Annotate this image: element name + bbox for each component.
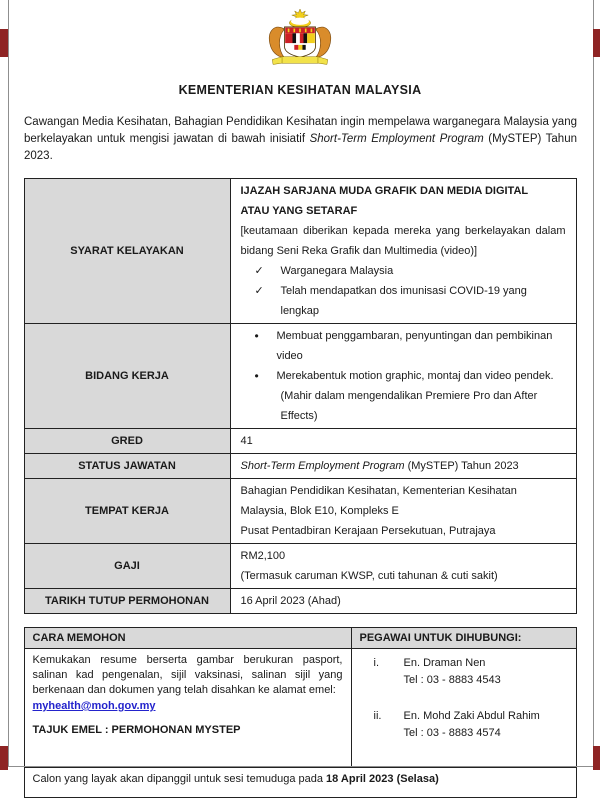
pegawai-header: PEGAWAI UNTUK DIHUBUNGI: — [351, 628, 576, 649]
status-text: (MySTEP) Tahun 2023 — [404, 460, 519, 472]
status-program-name: Short-Term Employment Program — [240, 460, 405, 472]
contact-name: En. Mohd Zaki Abdul Rahim — [403, 710, 540, 722]
intro-text: Cawangan Media Kesihatan, Bahagian Pendidikan Kesihatan ingin mempelawa warganegara Malaysia yang berkelayakan untuk mengisi jawatan di bawah inisiatif — [24, 116, 577, 145]
qualification-title-line1: IJAZAH SARJANA MUDA GRAFIK DAN MEDIA DIGITAL — [240, 185, 529, 197]
requirement-text: Telah mendapatkan dos imunisasi COVID-19 yang lengkap — [280, 285, 527, 317]
row-gaji — [24, 544, 576, 589]
row-label-bidang: BIDANG KERJA — [24, 324, 230, 429]
row-label-status: STATUS JAWATAN — [24, 454, 230, 479]
apply-header-row — [24, 628, 576, 649]
malaysia-coat-of-arms-icon — [251, 9, 349, 71]
check-icon: ✓ — [254, 265, 264, 277]
row-label-gred: GRED — [24, 429, 230, 454]
salary-amount: RM2,100 — [240, 550, 286, 562]
application-instructions-cell — [24, 649, 351, 768]
contact-index: ii. — [373, 710, 382, 722]
contact-item — [356, 708, 572, 742]
qualification-title-line2: ATAU YANG SETARAF — [240, 205, 358, 217]
requirement-item — [241, 261, 566, 281]
row-label-tarikh: TARIKH TUTUP PERMOHONAN — [24, 589, 230, 614]
row-syarat-kelayakan — [24, 179, 576, 324]
corner-mark-bottom-right — [593, 746, 600, 770]
intro-text-end: (MySTEP) Tahun 2023. — [24, 133, 577, 162]
requirement-item — [241, 281, 566, 321]
contact-name: En. Draman Nen — [403, 657, 486, 669]
interview-note-text: Calon yang layak akan dipanggil untuk sesi temuduga pada — [32, 773, 327, 785]
task-text: Merekabentuk motion graphic, montaj dan video pendek. — [276, 370, 554, 382]
apply-body-row — [24, 649, 576, 768]
task-item — [241, 366, 566, 386]
row-gred — [24, 429, 576, 454]
bullet-icon: • — [254, 369, 259, 383]
row-value-bidang — [230, 324, 576, 429]
corner-mark-top-right — [593, 29, 600, 57]
intro-paragraph — [24, 114, 577, 165]
contact-item — [356, 655, 572, 689]
row-value-status — [230, 454, 576, 479]
contact-tel: Tel : 03 - 8883 4543 — [403, 674, 501, 686]
job-details-table — [24, 178, 577, 614]
ministry-title: KEMENTERIAN KESIHATAN MALAYSIA — [178, 83, 422, 97]
qualification-note: [keutamaan diberikan kepada mereka yang berkelayakan dalam bidang Seni Reka Grafik dan Multimedia (video)] — [240, 225, 566, 257]
task-text: Membuat penggambaran, penyuntingan dan pembikinan video — [276, 330, 553, 362]
corner-mark-bottom-left — [0, 746, 8, 770]
row-value-syarat — [230, 179, 576, 324]
email-subject: TAJUK EMEL : PERMOHONAN MYSTEP — [32, 724, 241, 736]
workplace-line: Bahagian Pendidikan Kesihatan, Kementerian Kesihatan Malaysia, Blok E10, Kompleks E — [240, 485, 517, 517]
row-status-jawatan — [24, 454, 576, 479]
task-subtext: (Mahir dalam mengendalikan Premiere Pro dan After Effects) — [280, 390, 538, 422]
row-bidang-kerja — [24, 324, 576, 429]
bullet-icon: • — [254, 329, 259, 343]
application-table — [24, 627, 577, 798]
task-item — [241, 326, 566, 366]
row-label-gaji: GAJI — [24, 544, 230, 589]
contact-details — [404, 655, 501, 689]
crest-container — [0, 0, 600, 76]
row-label-syarat: SYARAT KELAYAKAN — [24, 179, 230, 324]
contact-details — [404, 708, 540, 742]
apply-footer-row — [24, 768, 576, 798]
contact-index: i. — [373, 657, 379, 669]
row-value-gred: 41 — [230, 429, 576, 454]
contact-tel: Tel : 03 - 8883 4574 — [403, 727, 501, 739]
interview-note — [24, 768, 576, 798]
row-tempat-kerja — [24, 479, 576, 544]
intro-italic-program-name: Short-Term Employment Program — [309, 133, 484, 145]
application-instructions: Kemukakan resume berserta gambar berukuran pasport, salinan kad pengenalan, sijil vaksinasi, salinan sijil yang berkenaan dan dokumen yang telah disahkan ke alamat emel: — [32, 654, 343, 696]
workplace-line: Pusat Pentadbiran Kerajaan Persekutuan, Putrajaya — [240, 525, 496, 537]
cara-memohon-header: CARA MEMOHON — [24, 628, 351, 649]
row-tarikh-tutup — [24, 589, 576, 614]
contacts-cell — [351, 649, 576, 768]
row-value-tarikh: 16 April 2023 (Ahad) — [230, 589, 576, 614]
row-value-gaji — [230, 544, 576, 589]
corner-mark-top-left — [0, 29, 8, 57]
requirement-text: Warganegara Malaysia — [280, 265, 394, 277]
salary-note: (Termasuk caruman KWSP, cuti tahunan & cuti sakit) — [240, 570, 498, 582]
email-link[interactable]: myhealth@moh.gov.my — [32, 700, 156, 712]
interview-date: 18 April 2023 (Selasa) — [326, 773, 439, 785]
check-icon: ✓ — [254, 285, 264, 297]
row-value-tempat — [230, 479, 576, 544]
row-label-tempat: TEMPAT KERJA — [24, 479, 230, 544]
